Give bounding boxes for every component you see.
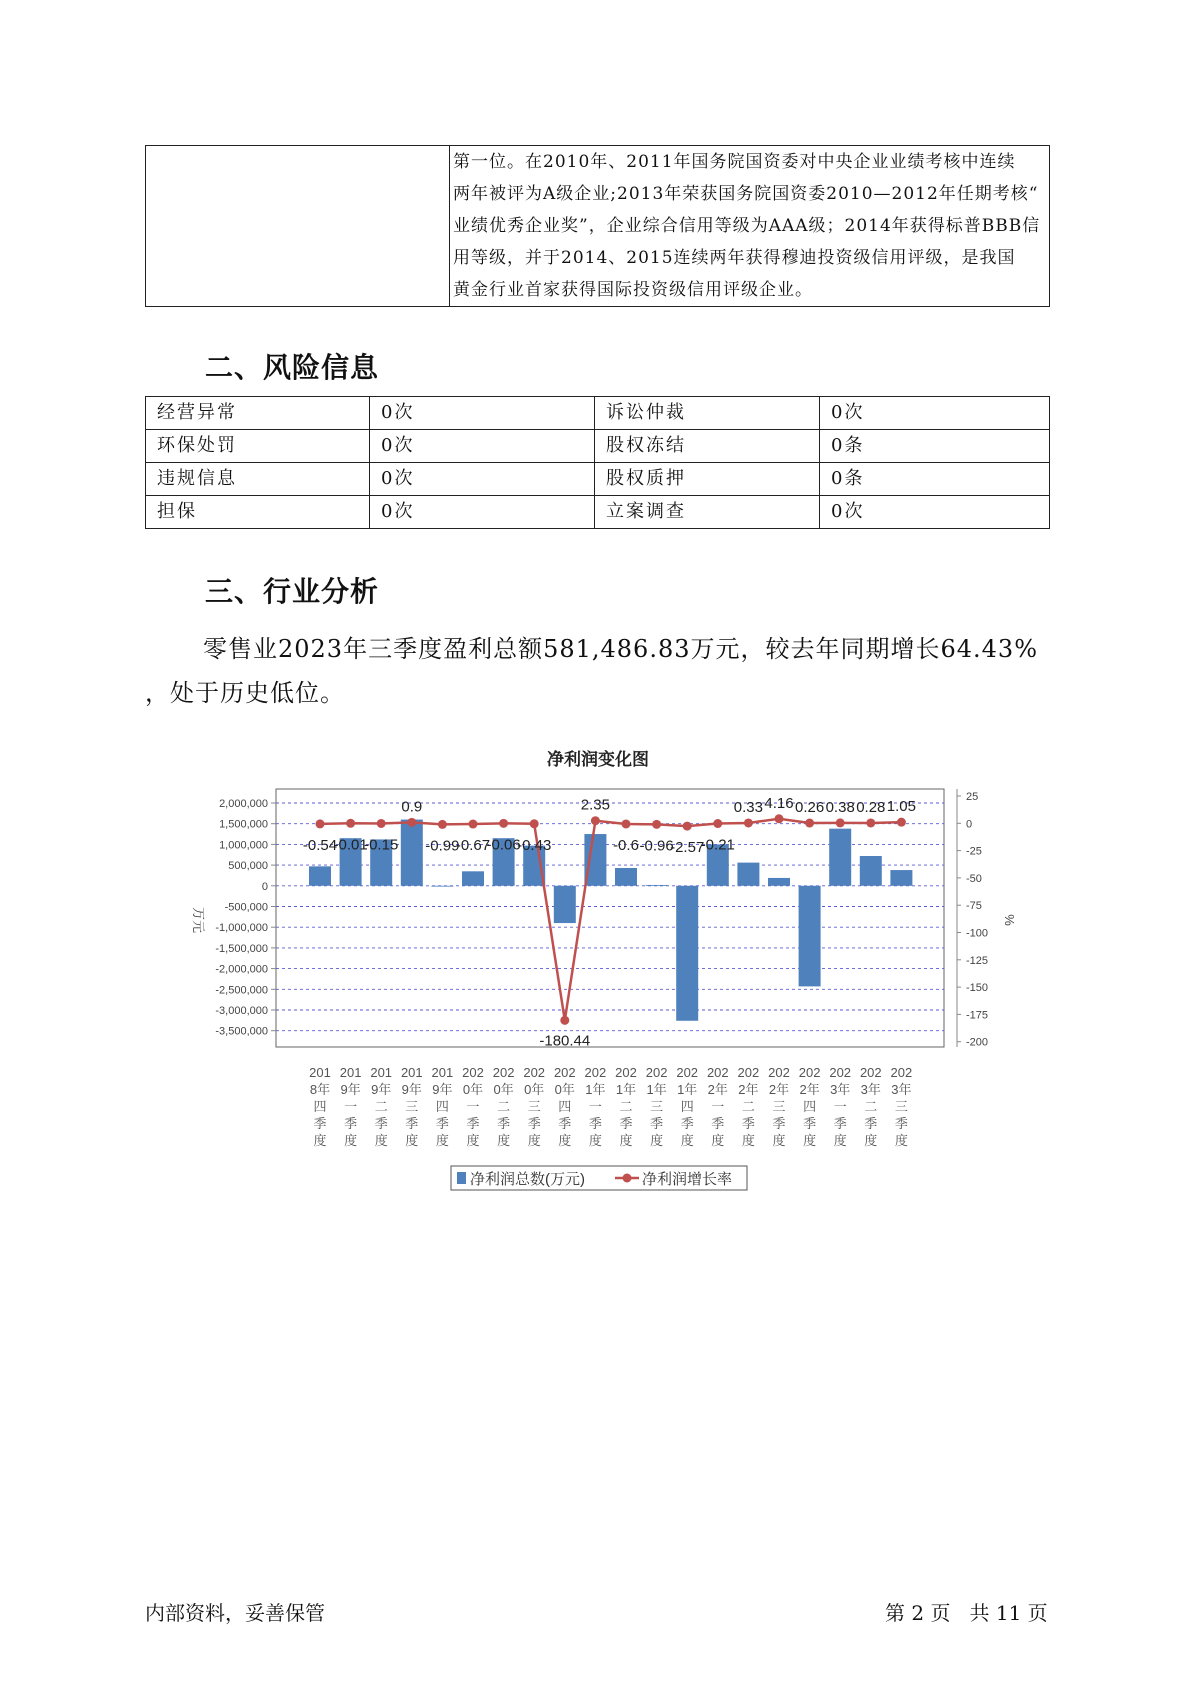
plot-area: [276, 789, 944, 1050]
x-tick-label: 1年: [615, 1082, 637, 1097]
x-tick-label: 2年: [799, 1082, 820, 1097]
x-tick-label: 0年: [462, 1082, 484, 1097]
left-tick-label: -1,000,000: [215, 922, 268, 935]
x-tick-label: 度: [344, 1133, 358, 1148]
x-tick-label: 9年: [401, 1082, 422, 1097]
x-tick-label: 四: [558, 1099, 572, 1114]
x-tick-label: 季: [650, 1116, 664, 1131]
x-tick-label: 度: [833, 1133, 847, 1148]
industry-heading: 三、行业分析: [205, 575, 380, 608]
bar: [615, 868, 637, 886]
legend-line-label: 净利润增长率: [642, 1171, 733, 1188]
data-label: -0.15: [364, 836, 399, 854]
x-tick-label: 201: [309, 1065, 331, 1080]
x-tick-label: 202: [615, 1065, 637, 1080]
data-label: 1.05: [886, 798, 917, 816]
intro-line: 用等级，并于2014、2015连续两年获得穆迪投资级信用评级，是我国: [453, 248, 1016, 268]
x-tick-label: 三: [527, 1099, 541, 1114]
line-point: [469, 820, 478, 829]
risk-value: 0次: [370, 463, 595, 496]
x-tick-label: 季: [772, 1116, 786, 1131]
risk-label: 担保: [146, 496, 370, 529]
x-tick-label: 度: [864, 1133, 878, 1148]
line-point: [836, 818, 845, 827]
left-tick-label: 1,000,000: [219, 839, 268, 852]
industry-paragraph-line1: 零售业2023年三季度盈利总额581,486.83万元，较去年同期增长64.43%: [203, 635, 1039, 663]
line-series: [303, 795, 916, 1050]
risk-label: 立案调查: [595, 496, 820, 529]
x-tick-label: 二: [374, 1099, 388, 1114]
x-tick-label: 0年: [554, 1082, 575, 1097]
data-label: -0.99: [425, 837, 460, 855]
right-tick-label: -125: [966, 954, 989, 967]
x-tick-label: 季: [680, 1116, 694, 1131]
bar: [554, 886, 576, 923]
x-tick-label: 季: [711, 1116, 725, 1131]
line-point: [744, 818, 753, 827]
bar: [462, 871, 484, 885]
line-point: [866, 818, 875, 827]
bar: [431, 886, 453, 887]
x-tick-label: 四: [313, 1099, 327, 1114]
x-tick-label: 季: [435, 1116, 449, 1131]
x-tick-label: 季: [803, 1116, 817, 1131]
right-tick-label: -50: [966, 872, 982, 885]
x-tick-label: 202: [676, 1065, 699, 1080]
risk-value: 0次: [370, 496, 595, 529]
left-tick-label: -3,500,000: [215, 1025, 268, 1038]
x-tick-label: 3年: [860, 1082, 881, 1097]
x-tick-label: 9年: [371, 1082, 392, 1097]
x-tick-label: 1年: [585, 1082, 606, 1097]
x-tick-label: 季: [497, 1116, 511, 1131]
legend-bar-label: 净利润总数(万元): [470, 1171, 585, 1188]
x-tick-label: 0年: [493, 1082, 514, 1097]
x-tick-label: 1年: [677, 1082, 698, 1097]
x-tick-label: 9年: [340, 1082, 361, 1097]
x-tick-label: 二: [619, 1099, 633, 1114]
data-label: -0.54: [302, 836, 338, 854]
bar: [890, 870, 912, 886]
left-tick-label: -2,000,000: [215, 963, 268, 976]
x-tick-label: 202: [859, 1065, 882, 1080]
data-label: -180.44: [539, 1032, 591, 1050]
x-tick-label: 度: [772, 1133, 786, 1148]
bar: [737, 863, 759, 886]
risk-heading: 二、风险信息: [205, 351, 380, 384]
line-point: [591, 816, 600, 825]
legend-bar-swatch: [457, 1172, 466, 1184]
x-tick-label: 一: [833, 1099, 847, 1114]
x-tick-label: 季: [588, 1116, 602, 1131]
x-tick-label: 度: [374, 1133, 388, 1148]
left-tick-label: -2,500,000: [215, 984, 268, 997]
x-tick-label: 201: [400, 1065, 423, 1080]
bar: [829, 829, 851, 886]
x-tick-label: 季: [405, 1116, 419, 1131]
x-tick-label: 201: [370, 1065, 393, 1080]
left-tick-label: -500,000: [224, 901, 268, 914]
x-tick-label: 季: [619, 1116, 633, 1131]
x-tick-label: 四: [803, 1099, 817, 1114]
x-tick-label: 二: [497, 1099, 511, 1114]
x-tick-label: 一: [711, 1099, 725, 1114]
right-tick-label: 25: [966, 791, 979, 803]
data-label: -0.21: [700, 836, 735, 854]
line-point: [652, 820, 661, 829]
legend-line-marker: [623, 1174, 632, 1183]
x-tick-label: 度: [405, 1133, 419, 1148]
x-tick-label: 一: [466, 1099, 480, 1114]
x-tick-label: 度: [588, 1133, 602, 1148]
x-tick-label: 202: [706, 1065, 729, 1080]
x-tick-label: 一: [588, 1099, 602, 1114]
risk-value: 0次: [820, 397, 1050, 430]
x-tick-label: 202: [523, 1065, 546, 1080]
bar: [768, 878, 790, 886]
x-tick-label: 8年: [309, 1082, 331, 1097]
data-label: 0.28: [856, 798, 886, 816]
x-tick-label: 季: [466, 1116, 480, 1131]
data-label: -0.96: [639, 837, 674, 855]
right-tick-label: -100: [966, 927, 989, 940]
line-point: [346, 819, 355, 828]
x-tick-label: 度: [680, 1133, 694, 1148]
x-tick-label: 季: [741, 1116, 755, 1131]
right-tick-label: -200: [966, 1036, 989, 1049]
x-tick-label: 202: [492, 1065, 515, 1080]
bar: [646, 885, 668, 886]
risk-label: 环保处罚: [146, 430, 370, 463]
chart-title: 净利润变化图: [547, 750, 649, 769]
x-tick-label: 202: [645, 1065, 668, 1080]
x-tick-label: 202: [737, 1065, 760, 1080]
data-label: -0.67: [455, 837, 491, 855]
left-tick-label: 500,000: [228, 860, 268, 873]
right-tick-label: -75: [966, 900, 982, 913]
x-tick-label: 三: [650, 1099, 664, 1114]
x-tick-label: 三: [772, 1099, 786, 1114]
line-point: [407, 818, 416, 827]
x-tick-label: 度: [558, 1133, 572, 1148]
x-tick-label: 3年: [891, 1082, 912, 1097]
risk-value: 0次: [370, 397, 595, 430]
data-label: -0.6: [613, 836, 639, 854]
risk-label: 违规信息: [146, 463, 370, 496]
x-axis-labels: [309, 1065, 912, 1148]
line-point: [897, 818, 906, 827]
x-tick-label: 度: [313, 1133, 327, 1148]
bar: [309, 866, 331, 885]
data-label: 0.38: [825, 798, 855, 816]
line-point: [622, 819, 631, 828]
x-tick-label: 度: [711, 1133, 725, 1148]
x-tick-label: 四: [680, 1099, 694, 1114]
bar: [676, 886, 698, 1021]
x-tick-label: 2年: [768, 1082, 790, 1097]
x-tick-label: 度: [894, 1133, 908, 1148]
x-tick-label: 2年: [707, 1082, 728, 1097]
data-label: 4.16: [764, 794, 794, 812]
data-label: 2.35: [580, 796, 611, 814]
left-tick-label: -1,500,000: [215, 942, 268, 955]
risk-value: 0次: [820, 496, 1050, 529]
x-tick-label: 季: [527, 1116, 541, 1131]
x-tick-label: 度: [650, 1133, 664, 1148]
x-tick-label: 度: [497, 1133, 511, 1148]
intro-line: 业绩优秀企业奖”，企业综合信用等级为AAA级；2014年获得标普BBB信: [453, 216, 1041, 236]
line-point: [805, 819, 814, 828]
left-tick-label: 1,500,000: [219, 818, 268, 831]
left-axis: [215, 798, 276, 1038]
left-tick-label: 0: [261, 880, 268, 893]
data-label: 0.26: [794, 799, 825, 817]
risk-value: 0次: [370, 430, 595, 463]
x-tick-label: 一: [344, 1099, 358, 1114]
risk-value: 0条: [820, 430, 1050, 463]
line-point: [775, 814, 784, 823]
x-tick-label: 202: [462, 1065, 484, 1080]
page-number: 第 2 页 共 11 页: [885, 1601, 1048, 1625]
x-tick-label: 二: [864, 1099, 878, 1114]
x-tick-label: 度: [527, 1133, 541, 1148]
right-axis-title: %: [1002, 914, 1017, 926]
x-tick-label: 1年: [646, 1082, 667, 1097]
intro-line: 两年被评为A级企业;2013年荣获国务院国资委2010—2012年任期考核“: [453, 184, 1039, 204]
risk-value: 0条: [820, 463, 1050, 496]
left-axis-title: 万元: [191, 906, 206, 934]
line-point: [683, 822, 692, 831]
x-tick-label: 季: [864, 1116, 878, 1131]
x-tick-label: 季: [374, 1116, 388, 1131]
intro-line: 黄金行业首家获得国际投资级信用评级企业。: [453, 280, 813, 300]
right-tick-label: 0: [966, 818, 973, 831]
x-tick-label: 度: [435, 1133, 449, 1148]
x-tick-label: 2年: [738, 1082, 759, 1097]
bar: [860, 856, 882, 886]
left-tick-label: 2,000,000: [219, 798, 268, 810]
line-point: [713, 819, 722, 828]
right-axis: [957, 789, 988, 1049]
industry-paragraph-line2: ，处于历史低位。: [145, 679, 345, 707]
x-tick-label: 202: [553, 1065, 576, 1080]
risk-label: 股权质押: [595, 463, 820, 496]
x-tick-label: 季: [894, 1116, 908, 1131]
x-tick-label: 度: [741, 1133, 755, 1148]
x-tick-label: 度: [619, 1133, 633, 1148]
bar-series: [309, 820, 912, 1021]
line-point: [438, 820, 447, 829]
x-tick-label: 202: [798, 1065, 821, 1080]
risk-label: 经营异常: [146, 397, 370, 430]
x-tick-label: 201: [339, 1065, 362, 1080]
data-label: -0.43: [517, 836, 552, 854]
x-tick-label: 201: [431, 1065, 454, 1080]
data-label: -0.06: [486, 836, 521, 854]
line-point: [316, 819, 325, 828]
right-tick-label: -25: [966, 845, 982, 858]
intro-line: 第一位。在2010年、2011年国务院国资委对中央企业业绩考核中连续: [453, 152, 1016, 172]
x-tick-label: 202: [829, 1065, 852, 1080]
x-tick-label: 3年: [830, 1082, 851, 1097]
x-tick-label: 202: [584, 1065, 607, 1080]
footer-note: 内部资料，妥善保管: [145, 1601, 325, 1625]
risk-label: 诉讼仲裁: [595, 397, 820, 430]
line-point: [530, 819, 539, 828]
x-tick-label: 202: [890, 1065, 913, 1080]
line-point: [499, 819, 508, 828]
x-tick-label: 9年: [432, 1082, 453, 1097]
bar: [401, 820, 423, 886]
data-label: 0.33: [733, 798, 764, 816]
x-tick-label: 0年: [524, 1082, 545, 1097]
x-tick-label: 季: [344, 1116, 358, 1131]
x-tick-label: 季: [558, 1116, 572, 1131]
data-label: -0.01: [333, 836, 368, 854]
right-tick-label: -150: [966, 982, 989, 995]
line-point: [560, 1016, 569, 1025]
x-tick-label: 四: [435, 1099, 449, 1114]
line-point: [377, 819, 386, 828]
x-tick-label: 季: [313, 1116, 327, 1131]
bar: [799, 886, 821, 987]
x-tick-label: 季: [833, 1116, 847, 1131]
x-tick-label: 二: [741, 1099, 755, 1114]
data-label: 0.9: [401, 798, 423, 816]
risk-label: 股权冻结: [595, 430, 820, 463]
x-tick-label: 度: [466, 1133, 480, 1148]
right-tick-label: -175: [966, 1009, 989, 1022]
x-tick-label: 三: [405, 1099, 419, 1114]
x-tick-label: 202: [768, 1065, 790, 1080]
x-tick-label: 三: [894, 1099, 908, 1114]
x-tick-label: 度: [803, 1133, 817, 1148]
left-tick-label: -3,000,000: [215, 1005, 268, 1017]
data-label: -2.57: [670, 839, 705, 857]
